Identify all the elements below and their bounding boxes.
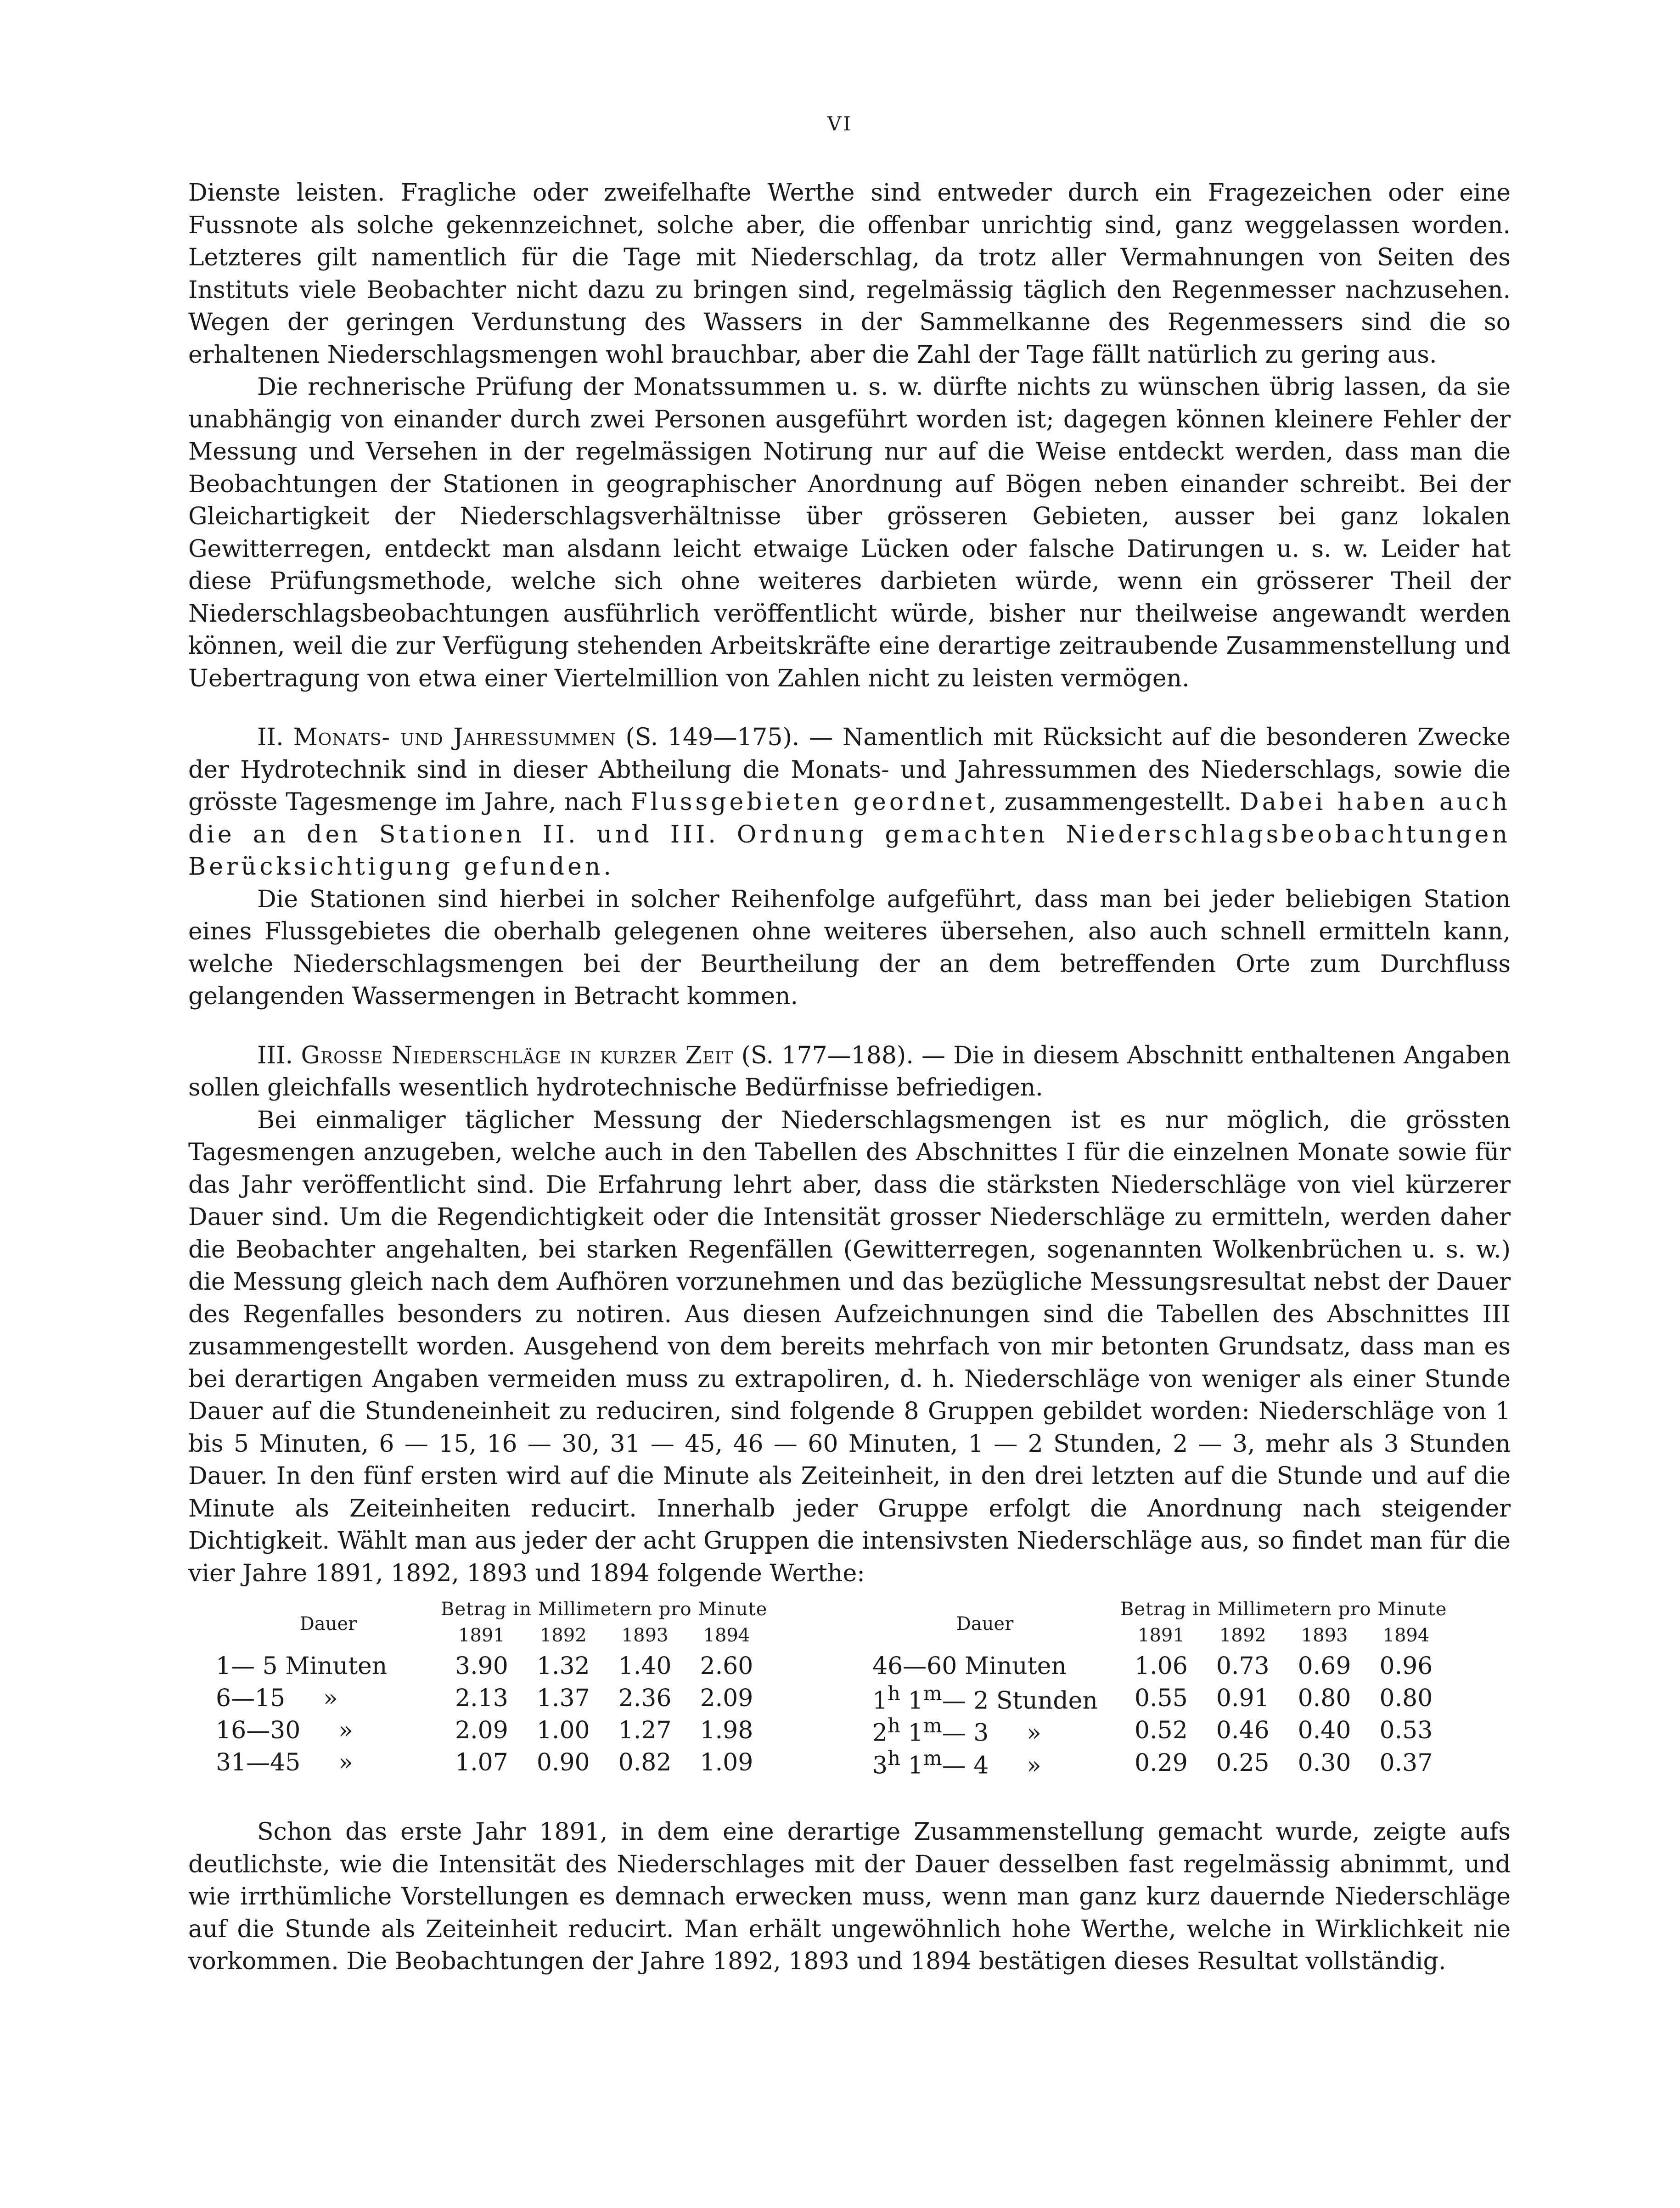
- section-iii-text: — Die in diesem Abschnitt enthaltenen Angaben sollen gleichfalls wesentlich hydrotechnische Bedürfnisse befriedigen.: [188, 1041, 1511, 1101]
- section-iii-paragraph-2: Bei einmaliger täglicher Messung der Niederschlagsmengen ist es nur möglich, die grössten Tagesmengen anzugeben, welche auch in den Tabellen des Abschnittes I für die einzelnen Monate sowie für das Jahr veröffentlicht sind. Die Erfahrung lehrt aber, dass die stärksten Niederschläge von viel kürzerer Dauer sind. Um die Regendichtigkeit oder die Intensität grosser Niederschläge zu ermitteln, werden daher die Beobachter angehalten, bei starken Regenfällen (Gewitterregen, sogenannten Wolkenbrüchen u. s. w.) die Messung gleich nach dem Aufhören vorzunehmen und das bezügliche Messungsresultat nebst der Dauer des Regenfalles besonders zu notiren. Aus diesen Aufzeichnungen sind die Tabellen des Abschnittes III zusammengestellt worden. Ausgehend von dem bereits mehrfach von mir betonten Grundsatz, dass man es bei derartigen Angaben vermeiden muss zu extrapoliren, d. h. Niederschläge von weniger als einer Stunde Dauer auf die Stundeneinheit zu reduciren, sind folgende 8 Gruppen gebildet worden: Niederschläge von 1 bis 5 Minuten, 6 — 15, 16 — 30, 31 — 45, 46 — 60 Minuten, 1 — 2 Stunden, 2 — 3, mehr als 3 Stunden Dauer. In den fünf ersten wird auf die Minute als Zeiteinheit, in den drei letzten auf die Stunde und auf die Minute als Zeiteinheiten reducirt. Innerhalb jeder Gruppe erfolgt die Anordnung nach steigender Dichtigkeit. Wählt man aus jeder der acht Gruppen die intensivsten Niederschläge aus, so findet man für die vier Jahre 1891, 1892, 1893 und 1894 folgende Werthe:: [188, 1106, 1511, 1587]
- section-ii: [188, 721, 1511, 883]
- table-row: [216, 1650, 767, 1682]
- value-cell: 1.00: [536, 1717, 590, 1744]
- value-cell: 0.80: [1298, 1685, 1351, 1713]
- value-cell: 0.52: [1135, 1717, 1188, 1745]
- value-cell: 1.09: [700, 1749, 753, 1776]
- value-cell: 0.96: [1379, 1652, 1433, 1680]
- section-iii-heading: Grosse Niederschläge in kurzer Zeit: [301, 1041, 734, 1069]
- dauer-minutes: 1: [908, 1751, 923, 1779]
- value-cell: 1.37: [536, 1685, 590, 1712]
- year-header: 1891: [458, 1625, 505, 1646]
- value-cell: 0.82: [618, 1749, 672, 1776]
- value-cell: 1.06: [1135, 1652, 1188, 1680]
- section-iii: [188, 1039, 1511, 1104]
- dauer-hours: 1: [872, 1687, 888, 1715]
- dauer-header: Dauer: [299, 1613, 357, 1635]
- value-cell: 2.13: [455, 1685, 508, 1712]
- value-cell: 0.53: [1379, 1717, 1433, 1745]
- dauer-rest: — 4 »: [942, 1751, 1041, 1779]
- value-cell: 0.90: [536, 1749, 590, 1776]
- section-ii-numeral: II.: [257, 724, 284, 751]
- table-row: [849, 1714, 1447, 1747]
- value-cell: 0.40: [1298, 1717, 1351, 1745]
- dauer-minutes: 1: [908, 1687, 923, 1715]
- value-cell: 1.32: [536, 1652, 590, 1680]
- page-number: VI: [827, 112, 853, 135]
- value-cell: 0.55: [1135, 1685, 1188, 1713]
- group-header: Betrag in Millimetern pro Minute: [1120, 1599, 1447, 1620]
- section-iii-numeral: III.: [257, 1041, 293, 1069]
- year-header: 1891: [1138, 1625, 1185, 1646]
- year-header: 1893: [1301, 1625, 1348, 1646]
- value-cell: 0.37: [1379, 1749, 1433, 1777]
- value-cell: 0.30: [1298, 1749, 1351, 1777]
- value-cell: 0.29: [1135, 1749, 1188, 1777]
- table-row: [849, 1650, 1447, 1682]
- value-cell: 0.73: [1216, 1652, 1270, 1680]
- dauer-cell: 3$^h$ 1$^m$— 4 »: [872, 1747, 1041, 1779]
- dauer-hours: 3: [872, 1751, 888, 1779]
- year-header: 1893: [621, 1625, 669, 1646]
- section-ii-paragraph-2: Die Stationen sind hierbei in solcher Reihenfolge aufgeführt, dass man bei jeder beliebigen Station eines Flussgebietes die oberhalb gelegenen ohne weiteres übersehen, also auch schnell ermitteln kann, welche Niederschlagsmengen bei der Beurtheilung der an dem betreffenden Orte zum Durchfluss gelangenden Wassermengen in Betracht kommen.: [188, 885, 1511, 1010]
- value-cell: 2.60: [700, 1652, 753, 1680]
- dauer-cell: 1— 5 Minuten: [216, 1652, 388, 1680]
- year-header: 1894: [703, 1625, 750, 1646]
- table-row: [216, 1682, 767, 1714]
- dauer-minutes: 1: [908, 1719, 923, 1747]
- dauer-cell: 1$^h$ 1$^m$— 2 Stunden: [872, 1682, 1098, 1715]
- intensity-table-right: [849, 1598, 1447, 1779]
- dauer-cell: 46—60 Minuten: [872, 1652, 1067, 1680]
- table-row: [216, 1747, 767, 1779]
- dauer-rest: — 3 »: [942, 1719, 1041, 1747]
- dauer-hours: 2: [872, 1719, 888, 1747]
- value-cell: 0.46: [1216, 1717, 1270, 1745]
- group-header: Betrag in Millimetern pro Minute: [441, 1599, 768, 1620]
- value-cell: 1.27: [618, 1717, 672, 1744]
- value-cell: 2.36: [618, 1685, 672, 1712]
- value-cell: 2.09: [455, 1717, 508, 1744]
- value-cell: 0.80: [1379, 1685, 1433, 1713]
- value-cell: 0.91: [1216, 1685, 1270, 1713]
- section-iii-pages: (S. 177—188).: [741, 1041, 914, 1069]
- dauer-cell: 16—30 »: [216, 1717, 353, 1744]
- conclusion-paragraph: Schon das erste Jahr 1891, in dem eine derartige Zusammenstellung gemacht wurde, zeigte aufs deutlichste, wie die Intensität des Niederschlages mit der Dauer desselben fast regelmässig abnimmt, und wie irrthümliche Vorstellungen es demnach erwecken muss, wenn man ganz kurz dauernde Niederschläge auf die Stunde als Zeiteinheit reducirt. Man erhält ungewöhnlich hohe Werthe, welche in Wirklichkeit nie vorkommen. Die Beobachtungen der Jahre 1892, 1893 und 1894 bestätigen dieses Resultat vollständig.: [188, 1818, 1511, 1975]
- table-row: [849, 1682, 1447, 1714]
- year-header: 1894: [1382, 1625, 1430, 1646]
- year-header: 1892: [539, 1625, 587, 1646]
- section-ii-heading: Monats- und Jahressummen: [293, 724, 616, 751]
- value-cell: 2.09: [700, 1685, 753, 1712]
- section-ii-text-a: — Namentlich mit Rücksicht auf die besonderen Zwecke der Hydrotechnik sind in dieser Abtheilung die Monats- und Jahressummen des Niederschlags, sowie die grösste Tagesmenge im Jahre, nach: [188, 724, 1511, 816]
- value-cell: 1.07: [455, 1749, 508, 1776]
- dauer-cell: 2$^h$ 1$^m$— 3 »: [872, 1714, 1041, 1747]
- dauer-header: Dauer: [956, 1613, 1014, 1635]
- table-row: [849, 1747, 1447, 1779]
- intensity-table-left: [216, 1598, 767, 1779]
- section-ii-text-b: , zusammengestellt.: [989, 788, 1232, 816]
- value-cell: 1.98: [700, 1717, 753, 1744]
- table-row: [216, 1714, 767, 1747]
- section-ii-spaced-b: Dabei haben auch die an den Stationen II. und III. Ordnung gemachten Niederschlagsbeobachtungen Berücksichtigung gefunden.: [188, 788, 1511, 881]
- value-cell: 0.25: [1216, 1749, 1270, 1777]
- dauer-cell: 6—15 »: [216, 1685, 338, 1712]
- value-cell: 3.90: [455, 1652, 508, 1680]
- value-cell: 1.40: [618, 1652, 672, 1680]
- year-header: 1892: [1219, 1625, 1266, 1646]
- value-cell: 0.69: [1298, 1652, 1351, 1680]
- section-ii-pages: (S. 149—175).: [625, 724, 800, 751]
- paragraph-continuation: Dienste leisten. Fragliche oder zweifelhafte Werthe sind entweder durch ein Fragezeichen oder eine Fussnote als solche gekennzeichnet, solche aber, die offenbar unrichtig sind, ganz weggelassen worden. Letzteres gilt namentlich für die Tage mit Niederschlag, da trotz aller Vermahnungen von Seiten des Instituts viele Beobachter nicht dazu zu bringen sind, regelmässig täglich den Regenmesser nachzusehen. Wegen der geringen Verdunstung des Wassers in der Sammelkanne des Regenmessers sind die so erhaltenen Niederschlagsmengen wohl brauchbar, aber die Zahl der Tage fällt natürlich zu gering aus.: [188, 179, 1511, 369]
- conclusion-text: [188, 1816, 1511, 1978]
- section-ii-spaced-a: Flussgebieten geordnet: [630, 788, 989, 816]
- body-text: [188, 177, 1511, 1590]
- paragraph-pruefung: Die rechnerische Prüfung der Monatssummen u. s. w. dürfte nichts zu wünschen übrig lassen, da sie unabhängig von einander durch zwei Personen ausgeführt worden ist; dagegen können kleinere Fehler der Messung und Versehen in der regelmässigen Notirung nur auf die Weise entdeckt werden, dass man die Beobachtungen der Stationen in geographischer Anordnung auf Bögen neben einander schreibt. Bei der Gleichartigkeit der Niederschlagsverhältnisse über grösseren Gebieten, ausser bei ganz lokalen Gewitterregen, entdeckt man alsdann leicht etwaige Lücken oder falsche Datirungen u. s. w. Leider hat diese Prüfungsmethode, welche sich ohne weiteres darbieten würde, wenn ein grösserer Theil der Niederschlagsbeobachtungen ausführlich veröffentlicht würde, bisher nur theilweise angewandt werden können, weil die zur Verfügung stehenden Arbeitskräfte eine derartige zeitraubende Zusammenstellung und Uebertragung von etwa einer Viertelmillion von Zahlen nicht zu leisten vermögen.: [188, 373, 1511, 692]
- dauer-rest: — 2 Stunden: [942, 1687, 1098, 1715]
- dauer-cell: 31—45 »: [216, 1749, 353, 1776]
